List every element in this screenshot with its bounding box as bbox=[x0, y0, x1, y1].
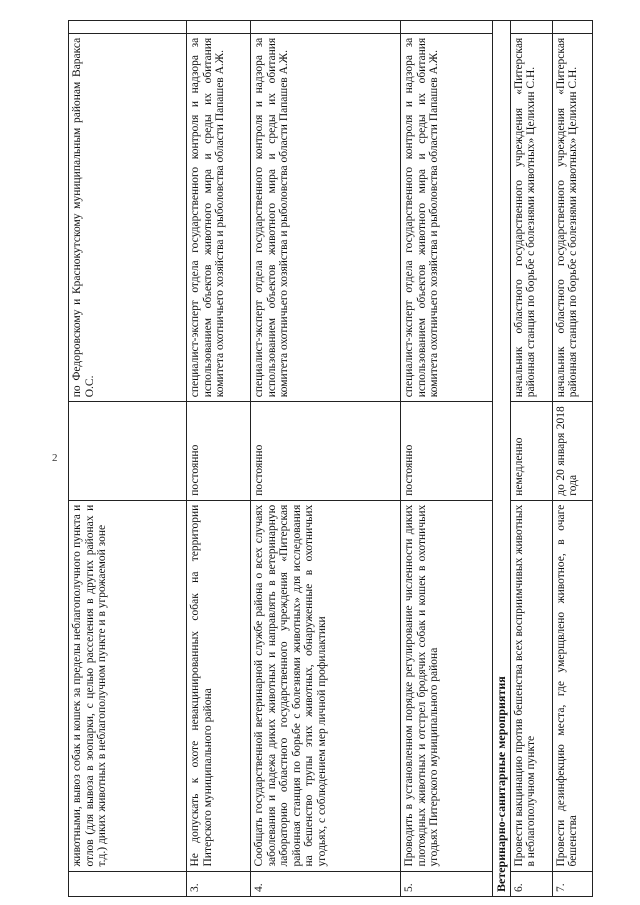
responsible-cell: специалист-эксперт отдела государственного контроля и надзора за использованием объектов животного мира и среды их обитания комитета охотничьего хозяйства и рыболовства области Папашев А.Ж. bbox=[401, 33, 493, 401]
row-number: 5. bbox=[401, 871, 493, 896]
measures-table bbox=[68, 20, 593, 897]
row-number: 4. bbox=[251, 871, 401, 896]
term-cell: постоянно bbox=[251, 402, 401, 500]
table-row bbox=[69, 21, 187, 897]
section-row bbox=[493, 21, 511, 897]
empty-cell bbox=[552, 21, 592, 34]
measure-cell: Сообщать государственной ветеринарной службе района о всех случаях заболевания и падежа диких животных и направлять в ветеринарную лабораторию областного государственного учреждения «Питерская районная станция по борьбе с болезнями животных» для исследования на бешенство трупы этих животных, обнаруженные в охотничьих угодьях, с соблюдением мер личной профилактики bbox=[251, 500, 401, 871]
row-number: 6. bbox=[510, 871, 552, 896]
row-number: 7. bbox=[552, 871, 592, 896]
table-row bbox=[552, 21, 592, 897]
term-cell: постоянно bbox=[401, 402, 493, 500]
term-cell: до 20 января 2018 года bbox=[552, 402, 592, 500]
term-cell: немедленно bbox=[510, 402, 552, 500]
measure-cell: Провести вакцинацию против бешенства всех восприимчивых животных в неблагополучном пункте bbox=[510, 500, 552, 871]
responsible-cell: специалист-эксперт отдела государственного контроля и надзора за использованием объектов животного мира и среды их обитания комитета охотничьего хозяйства и рыболовства области Папашев А.Ж. bbox=[187, 33, 251, 401]
table-row bbox=[251, 21, 401, 897]
section-title: Ветеринарно-санитарные мероприятия bbox=[493, 21, 511, 897]
empty-cell bbox=[251, 21, 401, 34]
measure-cell: Проводить в установленном порядке регулирование численности диких плотоядных животных и отстрел бродячих собак и кошек в охотничьих угодьях Питерского муниципального района bbox=[401, 500, 493, 871]
measure-cell: Не допускать к охоте невакцинированных собак на территории Питерского муниципального района bbox=[187, 500, 251, 871]
empty-cell bbox=[187, 21, 251, 34]
measure-cell: животными, вывоз собак и кошек за пределы неблагополучного пункта и отлов (для вывоза в зоопарки, с целью расселения в других районах и т.д.) диких животных в неблагополучном пункте и в угрожаемой зоне bbox=[69, 500, 187, 871]
table-row bbox=[187, 21, 251, 897]
empty-cell bbox=[69, 21, 187, 34]
term-cell bbox=[69, 402, 187, 500]
row-number bbox=[69, 871, 187, 896]
row-number: 3. bbox=[187, 871, 251, 896]
table-row bbox=[401, 21, 493, 897]
responsible-cell: начальник областного государственного учреждения «Питерская районная станция по борьбе с болезнями животных» Целихин С.Н. bbox=[510, 33, 552, 401]
responsible-cell: специалист-эксперт отдела государственного контроля и надзора за использованием объектов животного мира и среды их обитания комитета охотничьего хозяйства и рыболовства области Папашев А.Ж. bbox=[251, 33, 401, 401]
empty-cell bbox=[510, 21, 552, 34]
measure-cell: Провести дезинфекцию места, где умерщвлено животное, в очаге бешенства bbox=[552, 500, 592, 871]
document-page bbox=[68, 20, 615, 897]
term-cell: постоянно bbox=[187, 402, 251, 500]
responsible-cell: начальник областного государственного учреждения «Питерская районная станция по борьбе с болезнями животных» Целихин С.Н. bbox=[552, 33, 592, 401]
page-number: 2 bbox=[52, 452, 58, 464]
table-row bbox=[510, 21, 552, 897]
empty-cell bbox=[401, 21, 493, 34]
responsible-cell: по Федоровскому и Краснокутскому муниципальным районам Варакса О.С. bbox=[69, 33, 187, 401]
